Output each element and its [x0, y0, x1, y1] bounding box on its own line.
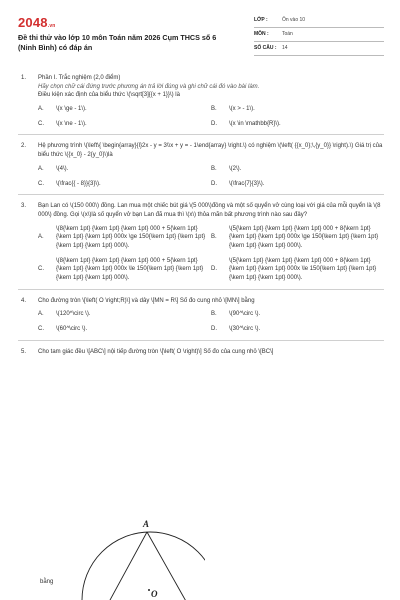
center-o-label: O: [151, 589, 158, 599]
meta-row-subject: MÔN : Toán: [254, 28, 384, 42]
option-a[interactable]: A. \(8{\kern 1pt} {\kern 1pt} {\kern 1pt} 000 + 5{\kern 1pt} {\kern 1pt} {\kern 1pt} 000x \ge 150{\kern 1pt} {\kern 1pt} {\kern 1pt} {\kern 1pt} 000\).: [38, 225, 206, 249]
side-ab: [91, 532, 147, 600]
divider: [18, 289, 384, 290]
options: [38, 165, 384, 188]
question-1: [18, 74, 384, 128]
question-number: 3.: [21, 203, 27, 210]
option-d[interactable]: D. \(30^\circ \).: [211, 326, 261, 333]
option-b[interactable]: B. \(90^\circ \).: [211, 311, 261, 318]
option-d[interactable]: D. \(x \in \mathbb{R}\).: [211, 120, 281, 127]
exam-meta-table: [254, 14, 384, 56]
option-c[interactable]: C. \(60^\circ \).: [38, 326, 88, 333]
options: [38, 105, 384, 128]
page-header: [18, 14, 384, 58]
question-number: 1.: [21, 75, 27, 81]
site-logo[interactable]: 2048.vn: [18, 15, 56, 30]
question-stem: Hệ phương trình \(\left\{ \begin{array}{l}2x - y = 3\\x + y = - 1\end{array} \right.\) có nghiệm \(\left( {{x_0};\,{y_0}} \right).\) Giá trị của biểu thức \({x_0} - 2{y_0}\)là: [38, 143, 383, 159]
meta-row-class: LỚP : Ôn vào 10: [254, 14, 384, 28]
question-stem: Cho tam giác đều \[ABC\] nội tiếp đường tròn \[\left( O \right)\] Số đo của cung nhỏ \[BC\]: [38, 348, 274, 355]
question-number: 2.: [21, 143, 27, 150]
divider: [18, 340, 384, 341]
question-3: [18, 202, 384, 283]
vertex-a-label: A: [143, 519, 150, 529]
question-list: [18, 74, 384, 356]
option-d[interactable]: D. \(\frac{7}{3}\).: [211, 180, 265, 187]
option-a[interactable]: A. \(4\).: [38, 165, 69, 172]
divider: [18, 134, 384, 135]
question-5: [18, 348, 384, 357]
question-stem: Bạn Lan có \(150 000\) đồng. Lan mua một chiếc bút giá \(5 000\)đồng và một số quyển vở cùng loại với giá của mỗi quyển là \(8 000\) đồng. Gọi \(x\)là số quyển vở bạn Lan đã mua thì \(x\) thỏa mãn bất phương trình nào sau đây?: [38, 203, 381, 218]
options: [38, 225, 384, 283]
exam-title: Đề thi thử vào lớp 10 môn Toán năm 2026 Cụm THCS số 6 (Ninh Bình) có đáp án: [18, 33, 217, 52]
option-a[interactable]: A. \(120^\circ \).: [38, 311, 91, 318]
option-b[interactable]: B. \(x > - 1\).: [211, 106, 255, 113]
option-c[interactable]: C. \(8{\kern 1pt} {\kern 1pt} {\kern 1pt} 000 + 5{\kern 1pt} {\kern 1pt} {\kern 1pt} 000x \le 150{\kern 1pt} {\kern 1pt} {\kern 1pt} {\kern 1pt} 000\).: [38, 257, 204, 281]
section-instruction: Hãy chọn chữ cái đứng trước phương án trả lời đúng và ghi chữ cái đó vào bài làm.: [38, 83, 260, 90]
question-number: 4.: [21, 297, 27, 304]
question-5-caption: bằng: [40, 579, 54, 585]
question-2: [18, 142, 384, 188]
option-c[interactable]: C. \(x \ne - 1\).: [38, 120, 87, 127]
question-4: [18, 297, 384, 334]
question-stem: Cho đường tròn \[\left( O \right;R)\] và dây \[MN = R\] Số đo cung nhỏ \[MN\] bằng: [38, 297, 255, 304]
option-a[interactable]: A. \(x \ge - 1\).: [38, 106, 87, 113]
option-d[interactable]: D. \(5{\kern 1pt} {\kern 1pt} {\kern 1pt} 000 + 8{\kern 1pt} {\kern 1pt} {\kern 1pt} 000x \le 150{\kern 1pt} {\kern 1pt} {\kern 1pt} {\kern 1pt} 000\).: [211, 257, 377, 281]
option-b[interactable]: B. \(5{\kern 1pt} {\kern 1pt} {\kern 1pt} 000 + 8{\kern 1pt} {\kern 1pt} {\kern 1pt} 000x \ge 150{\kern 1pt} {\kern 1pt} {\kern 1pt} {\kern 1pt} 000\).: [211, 225, 379, 249]
options: [38, 310, 384, 333]
circle-o: [82, 532, 205, 600]
triangle-circle-figure: [55, 515, 205, 600]
question-number: 5.: [21, 348, 27, 355]
section-heading: Phần I. Trắc nghiệm (2,0 điểm): [38, 75, 121, 81]
meta-row-question-count: SỐ CÂU : 14: [254, 42, 384, 56]
option-b[interactable]: B. \(2\).: [211, 165, 242, 172]
divider: [18, 194, 384, 195]
option-c[interactable]: C. \(\frac{{ - 8}}{3}\).: [38, 180, 101, 187]
question-stem: Điều kiện xác định của biểu thức \(\sqrt[3]{{x + 1}}\) là: [38, 92, 180, 99]
center-o-dot: [148, 589, 150, 591]
